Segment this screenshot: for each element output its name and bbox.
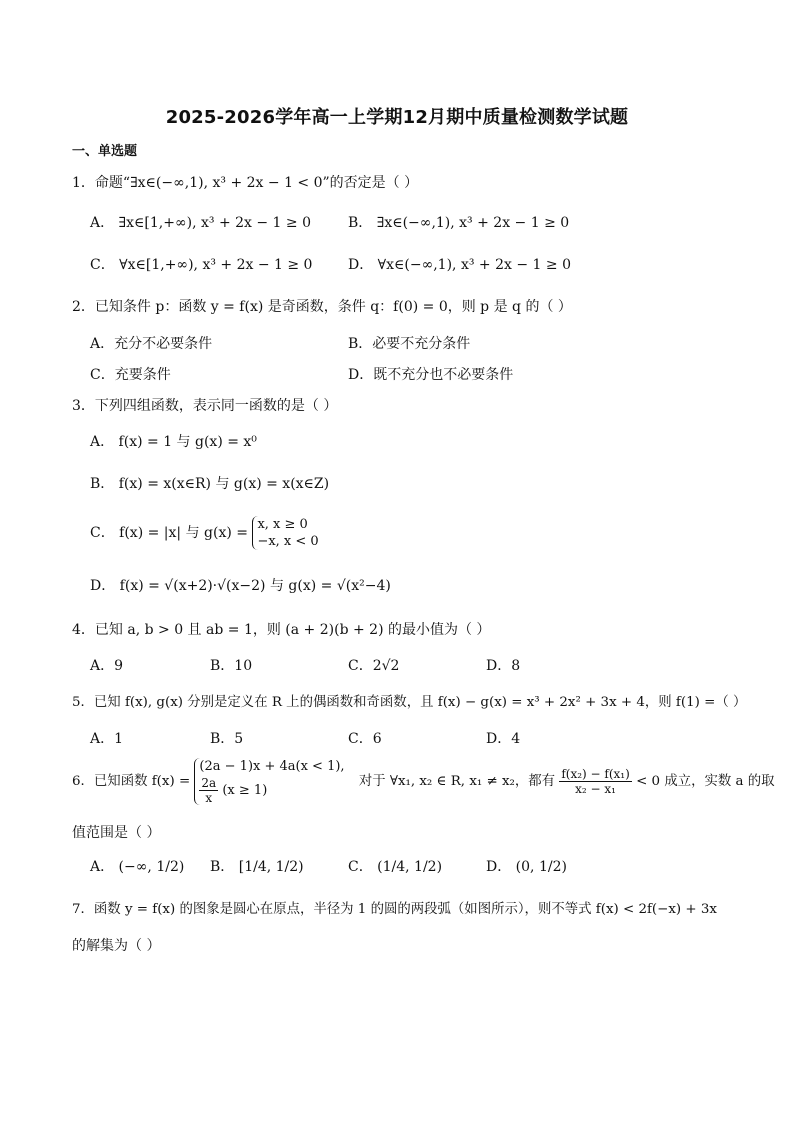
page-title: 2025-2026学年高一上学期12月期中质量检测数学试题 bbox=[165, 107, 629, 128]
question-3-option-a[interactable]: A． f(x) = 1 与 g(x) = x⁰ bbox=[90, 434, 257, 450]
question-3-option-d[interactable]: D． f(x) = √(x+2)·√(x−2) 与 g(x) = √(x²−4) bbox=[90, 578, 391, 594]
case-bottom: $\frac{2a}{x}$ (x ≥ 1) bbox=[201, 776, 268, 805]
question-2-option-d[interactable]: D．既不充分也不必要条件 bbox=[348, 367, 514, 383]
question-6-option-d[interactable]: D． (0, 1/2) bbox=[486, 859, 567, 875]
question-2-option-b[interactable]: B．必要不充分条件 bbox=[348, 336, 471, 352]
question-6-option-a[interactable]: A． (−∞, 1/2) bbox=[90, 859, 185, 875]
question-6-mid: 对于 ∀x₁, x₂ ∈ R, x₁ ≠ x₂，都有 bbox=[358, 774, 556, 789]
question-3-option-c[interactable] bbox=[90, 516, 319, 550]
question-6-stem bbox=[72, 758, 775, 805]
question-1-stem: 1．命题“∃x∈(−∞,1), x³ + 2x − 1 < 0”的否定是（ ） bbox=[72, 175, 419, 191]
piecewise-brace bbox=[252, 516, 318, 550]
question-1-option-a[interactable]: A． ∃x∈[1,+∞), x³ + 2x − 1 ≥ 0 bbox=[90, 215, 312, 231]
question-6-suffix: < 0 成立，实数 a 的取 bbox=[636, 774, 775, 789]
question-2-option-a[interactable]: A．充分不必要条件 bbox=[90, 336, 213, 352]
case-bottom-fraction: $\frac{2a}{x}$ bbox=[201, 776, 217, 805]
question-5-stem: 5．已知 f(x), g(x) 分别是定义在 R 上的偶函数和奇函数，且 f(x) − g(x) = x³ + 2x² + 3x + 4，则 f(1) =（ ） bbox=[72, 695, 747, 710]
question-3-option-b[interactable]: B． f(x) = x(x∈R) 与 g(x) = x(x∈Z) bbox=[90, 476, 330, 492]
question-2-option-c[interactable]: C．充要条件 bbox=[90, 367, 171, 383]
question-7-stem: 7．函数 y = f(x) 的图象是圆心在原点，半径为 1 的圆的两段弧（如图所示），则不等式 f(x) < 2f(−x) + 3x bbox=[72, 902, 717, 917]
question-3-option-c-text: C． f(x) = |x| 与 g(x) = bbox=[90, 525, 253, 541]
question-1-option-c[interactable]: C． ∀x∈[1,+∞), x³ + 2x − 1 ≥ 0 bbox=[90, 257, 313, 273]
question-2-stem: 2．已知条件 p：函数 y = f(x) 是奇函数，条件 q：f(0) = 0，则 p 是 q 的（ ） bbox=[72, 299, 572, 315]
question-4-option-c[interactable]: C．2√2 bbox=[348, 658, 400, 674]
question-6-option-b[interactable]: B． [1/4, 1/2) bbox=[210, 859, 304, 875]
piecewise-brace bbox=[194, 758, 344, 805]
question-4-stem: 4．已知 a, b > 0 且 ab = 1，则 (a + 2)(b + 2) 的最小值为（ ） bbox=[72, 622, 491, 638]
case-top: (2a − 1)x + 4a(x < 1), bbox=[199, 759, 345, 774]
question-5-option-c[interactable]: C．6 bbox=[348, 731, 382, 747]
question-3-stem: 3．下列四组函数，表示同一函数的是（ ） bbox=[72, 398, 338, 414]
question-4-option-d[interactable]: D．8 bbox=[486, 658, 521, 674]
question-4-option-a[interactable]: A．9 bbox=[90, 658, 124, 674]
question-5-option-a[interactable]: A．1 bbox=[90, 731, 124, 747]
case-bottom: −x, x < 0 bbox=[257, 534, 319, 549]
question-5-option-b[interactable]: B．5 bbox=[210, 731, 244, 747]
question-6-prefix: 6．已知函数 f(x) = bbox=[72, 774, 195, 789]
section-heading: 一、单选题 bbox=[72, 144, 138, 159]
question-4-option-b[interactable]: B．10 bbox=[210, 658, 253, 674]
question-6-stem-line2: 值范围是（ ） bbox=[72, 825, 161, 841]
question-5-option-d[interactable]: D．4 bbox=[486, 731, 521, 747]
question-7-stem-line2: 的解集为（ ） bbox=[72, 938, 161, 954]
case-top: x, x ≥ 0 bbox=[257, 517, 308, 532]
question-1-option-d[interactable]: D． ∀x∈(−∞,1), x³ + 2x − 1 ≥ 0 bbox=[348, 257, 571, 273]
question-6-option-c[interactable]: C． (1/4, 1/2) bbox=[348, 859, 443, 875]
question-1-option-b[interactable]: B． ∃x∈(−∞,1), x³ + 2x − 1 ≥ 0 bbox=[348, 215, 570, 231]
difference-quotient: $\frac{\text{f(x₂) − f(x₁)}}{\text{x₂ − x₁}}$ bbox=[561, 767, 630, 796]
